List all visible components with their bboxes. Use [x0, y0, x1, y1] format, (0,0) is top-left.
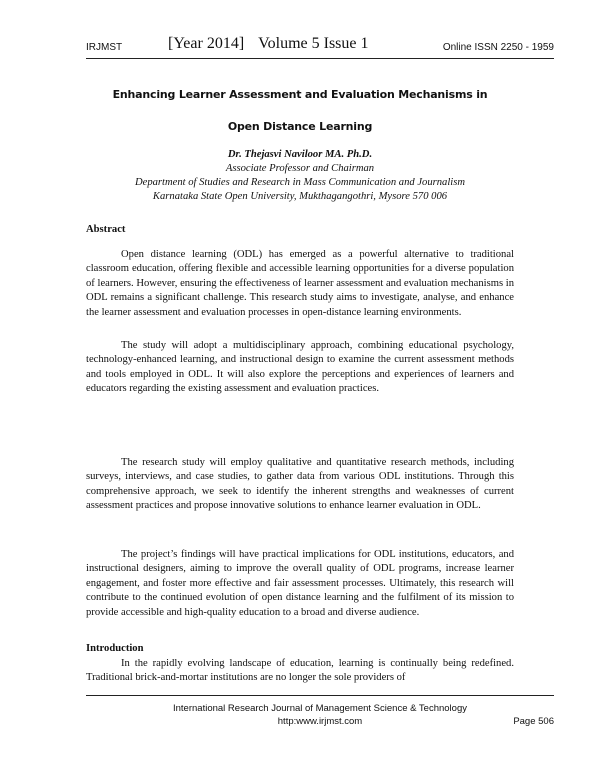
author-department: Department of Studies and Research in Mass Communication and Journalism	[134, 177, 466, 188]
abstract-paragraph-3: The research study will employ qualitative and quantitative research methods, including surveys, interviews, and case studies, to gather data from various ODL institutions. Through this comprehensive approach, we seek to identify the inherent strengths and weaknesses of current assessment practices and propose innovative solutions to enhance learner evaluation in ODL.	[86, 457, 514, 512]
author-position: Associate Professor and Chairman	[225, 163, 375, 174]
year-label: [Year 2014]	[168, 35, 245, 52]
author-university: Karnataka State Open University, Mukthagangothri, Mysore 570 006	[152, 191, 448, 202]
journal-abbrev: IRJMST	[86, 42, 123, 53]
abstract-paragraph-4: The project’s findings will have practical implications for ODL institutions, educators, and instructional designers, aiming to improve the overall quality of ODL programs, increase learner engagement, and foster more effective and fair assessment processes. Ultimately, this research will contribute to the continued evolution of open distance learning and the fulfilment of its mission to provide accessible and high-quality education to a broad and diverse audience.	[86, 549, 514, 618]
page-number: Page 506	[513, 716, 554, 727]
introduction-heading: Introduction	[86, 643, 144, 654]
running-footer	[86, 695, 554, 727]
author-name: Dr. Thejasvi Naviloor MA. Ph.D.	[227, 149, 373, 160]
issue-info	[168, 35, 383, 53]
running-header	[86, 36, 554, 59]
footer-url: http:www.irjmst.com	[277, 716, 363, 727]
paper-title-line-1: Enhancing Learner Assessment and Evaluation Mechanisms in	[112, 88, 488, 101]
introduction-paragraph: In the rapidly evolving landscape of education, learning is continually being redefined. Traditional brick-and-mortar institutions are no longer the sole providers of	[86, 658, 514, 684]
volume-label: Volume 5 Issue 1	[258, 35, 369, 52]
paper-title-line-2: Open Distance Learning	[227, 120, 373, 133]
footer-journal-name: International Research Journal of Management Science & Technology	[173, 703, 467, 714]
abstract-paragraph-1: Open distance learning (ODL) has emerged as a powerful alternative to traditional classroom education, offering flexible and accessible learning opportunities for a diverse population of learners. However, ensuring the effectiveness of learner assessment and evaluation mechanisms in ODL remains a significant challenge. This research study aims to investigate, analyse, and enhance the learner assessment and evaluation processes in open-distance learning environments.	[86, 249, 514, 318]
abstract-heading: Abstract	[86, 224, 126, 235]
abstract-paragraph-2: The study will adopt a multidisciplinary approach, combining educational psychology, technology-enhanced learning, and instructional design to examine the current assessment methods and tools employed in ODL. It will also explore the perceptions and experiences of learners and educators regarding the existing assessment and evaluation practices.	[86, 340, 514, 395]
issn-label: Online ISSN 2250 - 1959	[442, 42, 554, 53]
